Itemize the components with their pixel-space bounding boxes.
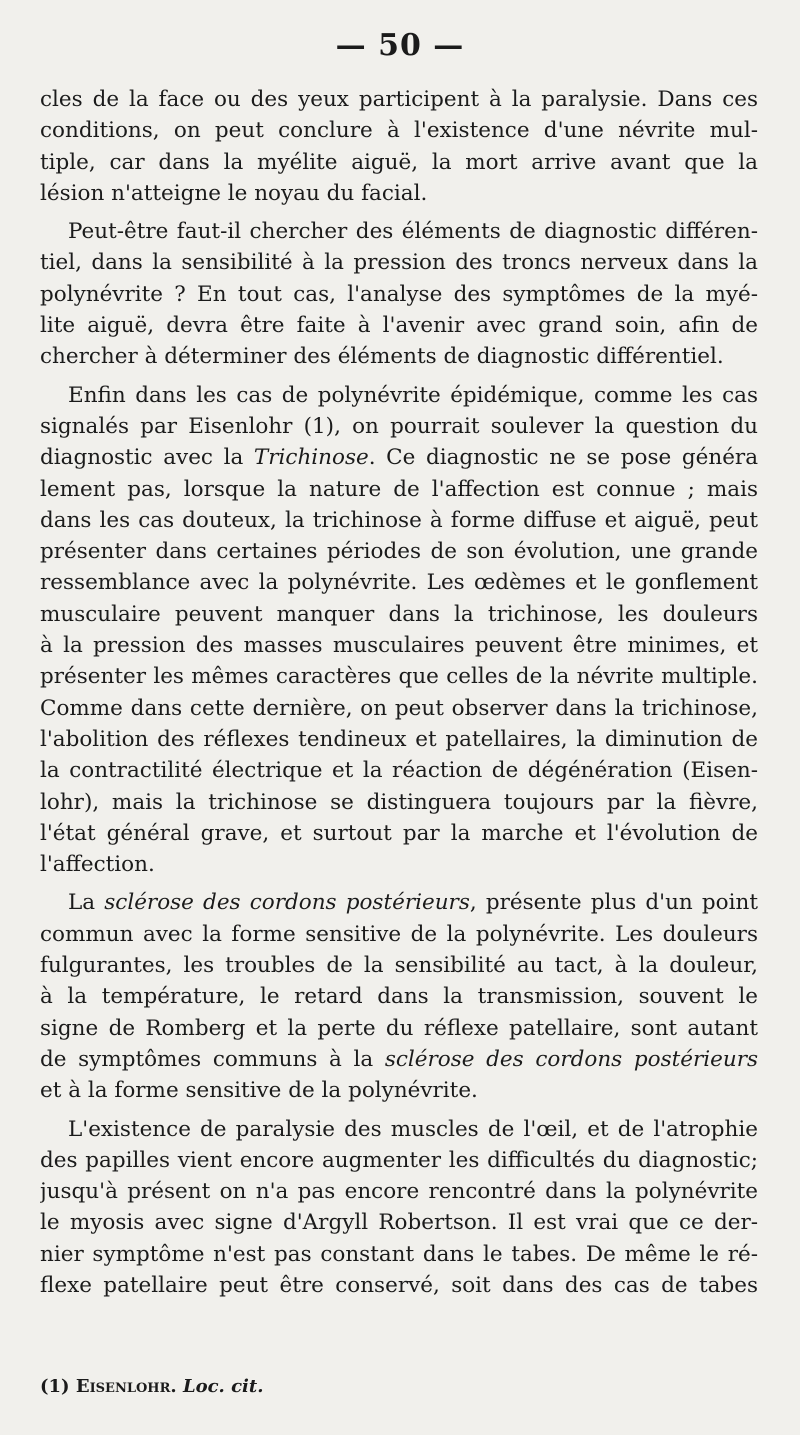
text-line: lésion n'atteigne le noyau du facial.	[40, 180, 428, 206]
text-line: dans les cas douteux, la trichinose à forme diffuse et aiguë, peut	[40, 507, 758, 533]
text-line: des papilles vient encore augmenter les difficultés du diagnostic;	[40, 1147, 758, 1173]
text-line: tiple, car dans la myélite aiguë, la mort arrive avant que la	[40, 149, 758, 175]
text-line: conditions, on peut conclure à l'existence d'une névrite mul-	[40, 118, 758, 144]
text-line: présenter les mêmes caractères que celles de la névrite multiple.	[40, 664, 758, 690]
paragraph	[40, 1114, 758, 1302]
text-line: lite aiguë, devra être faite à l'avenir avec grand soin, afin de	[40, 313, 758, 339]
footnote	[40, 1376, 758, 1397]
text-line: et à la forme sensitive de la polynévrite.	[40, 1078, 478, 1104]
text-line: l'état général grave, et surtout par la marche et l'évolution de	[40, 820, 758, 846]
text-line: Enfin dans les cas de polynévrite épidémique, comme les cas	[68, 382, 758, 408]
text-line: Comme dans cette dernière, on peut observer dans la trichinose,	[40, 695, 758, 721]
emphasis: Trichinose	[253, 445, 369, 471]
paragraph	[40, 84, 758, 209]
text-line: signalés par Eisenlohr (1), on pourrait soulever la question du	[40, 413, 758, 439]
text-line: diagnostic avec la Trichinose. Ce diagnostic ne se pose généra	[40, 445, 758, 471]
text-line: ressemblance avec la polynévrite. Les œdèmes et le gonflement	[40, 570, 758, 596]
text-line: polynévrite ? En tout cas, l'analyse des symptômes de la myé-	[40, 281, 758, 307]
text-line: le myosis avec signe d'Argyll Robertson. Il est vrai que ce der-	[40, 1210, 758, 1236]
text-line: à la température, le retard dans la transmission, souvent le	[40, 984, 758, 1010]
footnote-reference: Loc. cit.	[182, 1376, 264, 1397]
text-line: musculaire peuvent manquer dans la trichinose, les douleurs	[40, 601, 758, 627]
paragraph	[40, 887, 758, 1106]
text-line: Peut-être faut-il chercher des éléments de diagnostic différen-	[68, 219, 758, 245]
text-line: l'abolition des réflexes tendineux et patellaires, la diminution de	[40, 726, 758, 752]
text-line: L'existence de paralysie des muscles de l'œil, et de l'atrophie	[68, 1116, 758, 1142]
text-line: l'affection.	[40, 852, 155, 878]
text-line: flexe patellaire peut être conservé, soit dans des cas de tabes	[40, 1272, 758, 1298]
text-line: lement pas, lorsque la nature de l'affection est connue ; mais	[40, 476, 758, 502]
emphasis: sclérose des cordons postérieurs	[104, 890, 470, 916]
text-line: à la pression des masses musculaires peuvent être minimes, et	[40, 633, 758, 659]
body-text	[40, 84, 758, 1301]
paragraph	[40, 380, 758, 881]
paragraph	[40, 216, 758, 372]
text-line: la contractilité électrique et la réaction de dégénération (Eisen-	[40, 758, 758, 784]
text-line: La sclérose des cordons postérieurs, présente plus d'un point	[68, 890, 758, 916]
text-line: de symptômes communs à la sclérose des cordons postérieurs	[40, 1046, 758, 1072]
text-line: nier symptôme n'est pas constant dans le tabes. De même le ré-	[40, 1241, 758, 1267]
text-line: cles de la face ou des yeux participent à la paralysie. Dans ces	[40, 87, 758, 112]
text-line: fulgurantes, les troubles de la sensibilité au tact, à la douleur,	[40, 953, 758, 979]
emphasis: sclérose des cordons postérieurs	[384, 1046, 758, 1072]
text-line: lohr), mais la trichinose se distinguera toujours par la fièvre,	[40, 789, 758, 815]
text-line: présenter dans certaines périodes de son évolution, une grande	[40, 539, 758, 565]
text-line: jusqu'à présent on n'a pas encore rencontré dans la polynévrite	[40, 1179, 758, 1205]
footnote-author: Eisenlohr.	[75, 1376, 177, 1397]
text-line: commun avec la forme sensitive de la polynévrite. Les douleurs	[40, 921, 758, 947]
text-line: chercher à déterminer des éléments de diagnostic différentiel.	[40, 344, 724, 370]
text-line: signe de Romberg et la perte du réflexe patellaire, sont autant	[40, 1015, 758, 1041]
text-line: tiel, dans la sensibilité à la pression des troncs nerveux dans la	[40, 250, 758, 276]
page-number: — 50 —	[335, 28, 465, 63]
footnote-number: (1)	[40, 1376, 70, 1397]
